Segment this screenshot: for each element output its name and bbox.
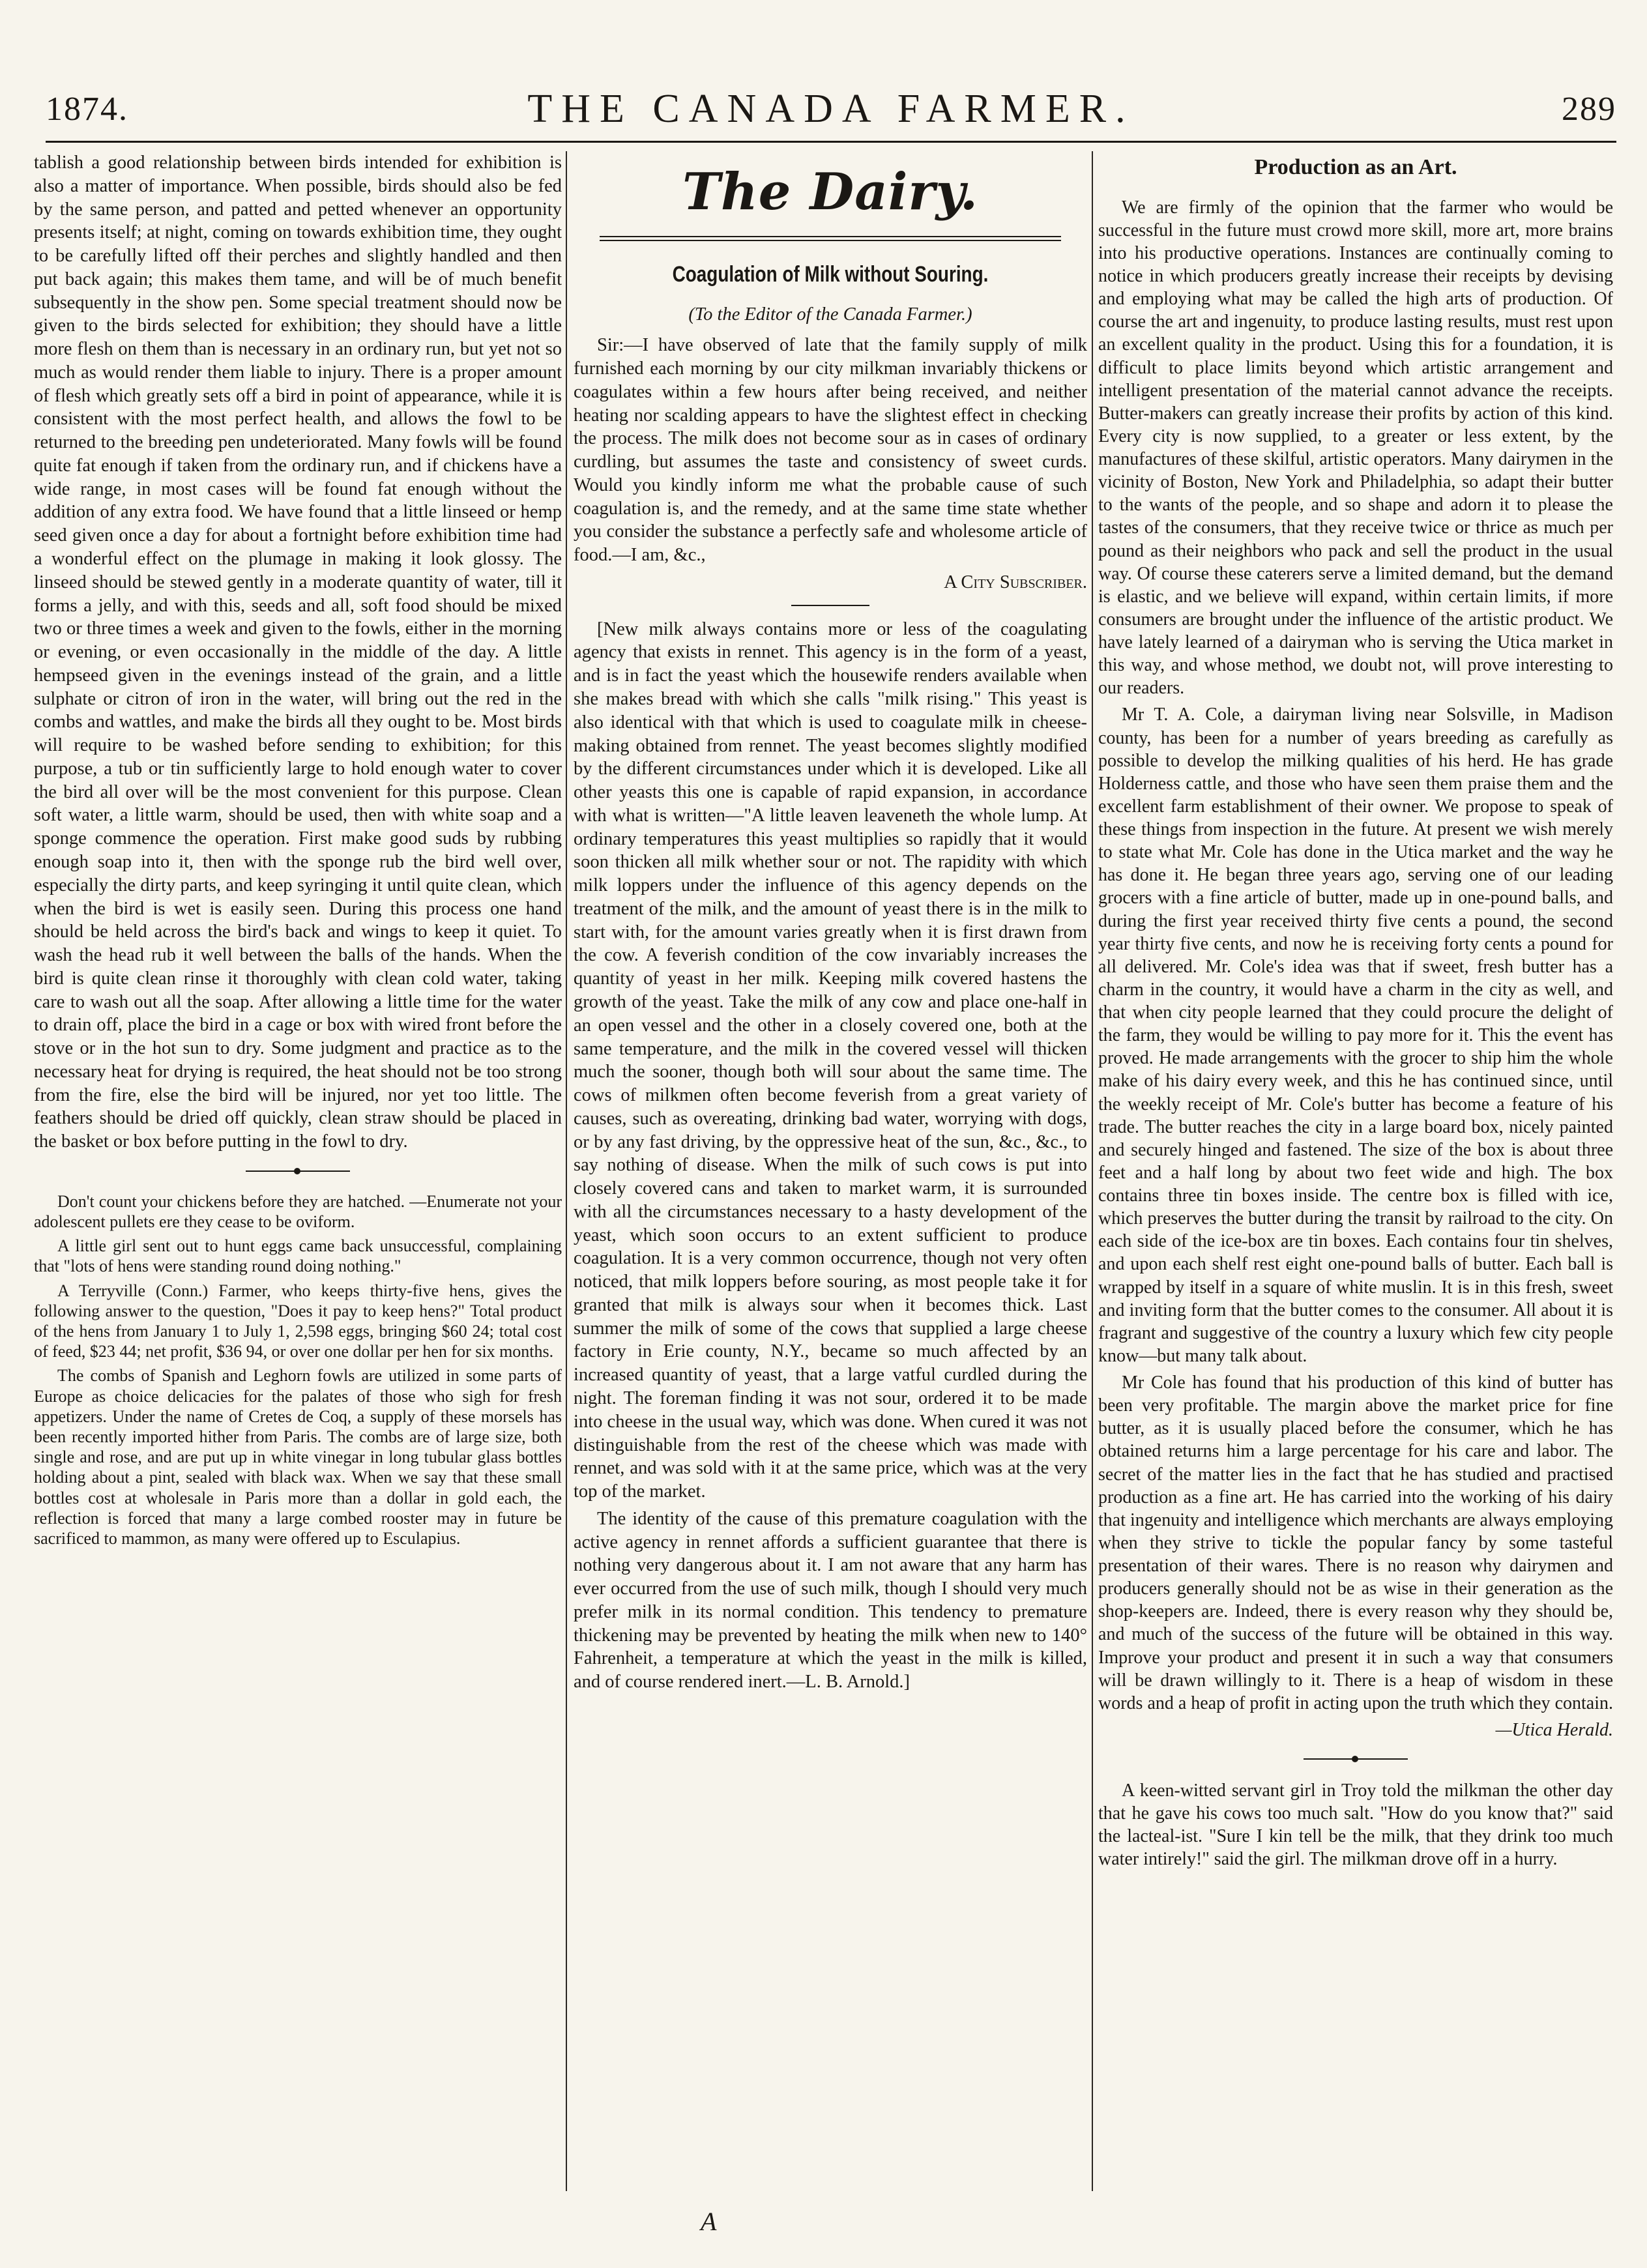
article-paragraph: Mr Cole has found that his production of this kind of butter has been very profitable. The margin above the market price for fine butter, as it is usually placed before the consumer, which he has obtained returns him a large percentage for his care and labor. The secret of the matter lies in the fact that he has studied and practised production as a fine art. He has carried into the working of his dairy that ingenuity and intelligence which merchants are always employing when they strive to tickle the popular fancy by some tasteful presentation of their wares. There is no reason why dairymen and producers generally should not be as wise in their generation as the shop-keepers are. Indeed, there is every reason why they should be, and much of the success of the future will be obtained in this way. Improve your product and present it in such a way that consumers will be drawn willingly to it. There is a heap of wisdom in these words and a heap of profit in acting upon the truth which they contain. — [1098, 1373, 1614, 1713]
poultry-article-paragraph: tablish a good relationship between birds intended for exhibition is also a matter of importance. When possible, birds should also be fed by the same person, and patted and petted whenever an opportunity presents itself; at night, coming on towards exhibition time, they ought to be carefully lifted off their perches and slightly handled and then put back again; this makes them tame, and will be of much benefit subsequently in the show pen. Some special treatment should now be given to the birds selected for exhibition; they should have a little more flesh on them than is necessary in an ordinary run, but yet not so much as would render them liable to injury. There is a proper amount of flesh which greatly sets off a bird in point of appearance, while it is consistent with the most perfect health, and allows the fowl to be returned to the breeding pen undeteriorated. Many fowls will be found quite fat enough if taken from the ordinary run, and if chickens have a wide range, in most cases will be found fat enough without the addition of any extra food. We have found that a little linseed or hemp seed given once a day for about a fortnight before exhibition time had a wonderful effect on the plumage in making it look glossy. The linseed should be stewed gently in a moderate quantity of water, till it forms a jelly, and with this, seeds and all, soft food should be mixed two or three times a week and given to the fowls, either in the morning or evening, or even occasionally in the middle of the day. A little hempseed given in the evenings instead of the grain, and a little sulphate or citron of iron in the water, will bring out the red in the combs and wattles, and make the birds all they ought to be. Most birds will require to be washed before sending to exhibition; for this purpose, a tub or tin sufficiently large to hold enough water to cover the bird all over will be the most convenient for this purpose. Clean soft water, a little warm, should be used, then with white soap and a sponge commence the operation. First make good suds by rubbing enough soap into it, then with the sponge rub the bird well over, especially the dirty parts, and keep syringing it until quite clean, which when the bird is wet is easily seen. During this process one hand should be held across the bird's back and wings to keep it quiet. To wash the head rub it well between the balls of the hands. When the bird is quite clean rinse it thoroughly with clean cold water, taking care to wash out all the soap. After allowing a little time for the water to drain off, place the bird in a cage or box with wired front before the stove or in the hot sun to dry. Some judgment and practice as to the necessary heat for drying is required, the heat should not be too strong from the fire, else the bird will be injured, nor yet too little. The feathers should be dried off quickly, clean straw should be placed in the basket or box before putting in the fowl to dry. — [34, 153, 562, 1152]
header-rule — [46, 141, 1616, 143]
separator-rule — [246, 1168, 350, 1174]
reply-paragraph: [New milk always contains more or less of the coagulating agency that exists in rennet. This agency is in the form of a yeast, and is in fact the yeast which the housewife renders available when she makes bread with which she calls "milk rising." This yeast is also identical with that which is used to coagulate milk in cheese-making obtained from rennet. The yeast becomes slightly modified by the different circumstances under which it is developed. Like all other yeasts this one is capable of rapid expansion, in accordance with what is written—"A little leaven leaveneth the whole lump. At ordinary temperatures this yeast multiplies so rapidly that it would soon thicken all milk whether sour or not. The rapidity with which milk loppers under the influence of this agency depends on the treatment of the milk, and the amount of yeast there is in the milk to start with, for the amount varies greatly when it is first drawn from the cow. A feverish condition of the cow invariably increases the quantity of yeast in her milk. Keeping milk covered hastens the growth of the yeast. Take the milk of any cow and place one-half in an open vessel and the other in a closely covered one, both at the same temperature, and the milk in the covered vessel will thicken much the sooner, though both will sour about the same time. The cows of milkmen often become feverish from a great variety of causes, such as overeating, drinking bad water, worrying with dogs, or by any fast driving, by the oppressive heat of the sun, &c., &c., to say nothing of disease. When the milk of such cows is put into closely covered cans and taken to market warm, it is surrounded with all the circumstances necessary to a hasty development of the yeast, which soon occurs to an extent sufficient to produce coagulation. It is a very common occurrence, though not very often noticed, that milk loppers before souring, as most people take it for granted that milk is always sour when it becomes thick. Last summer the milk of some of the cows that supplied a large cheese factory in Erie county, N.Y., became so much affected by an increased quantity of yeast, that a large vatful curdled during the night. The foreman finding it was not sour, ordered it to be made into cheese in the usual way, which was done. When cured it was not distinguishable from the rest of the cheese which was made with rennet, and was sold with it at the same price, which was at the very top of the market. — [574, 618, 1087, 1502]
page-header — [46, 83, 1616, 136]
department-rule — [600, 236, 1061, 241]
page-number: 289 — [1562, 91, 1616, 128]
article-heading: Production as an Art. — [1254, 155, 1457, 179]
letter-body: Sir:—I have observed of late that the family supply of milk furnished each morning by our city milkman invariably thickens or coagulates within a few hours after being received, and neither heating nor scalding appears to have the slightest effect in checking the process. The milk does not become sour as in cases of ordinary curdling, but assumes the taste and consistency of sweet curds. Would you kindly inform me what the probable cause of such coagulation is, and the remedy, and at the same time state whether you consider the substance a perfectly safe and wholesome article of food.—I am, &c., — [574, 335, 1087, 566]
newspaper-title: THE CANADA FARMER. — [527, 87, 1135, 131]
terryville-farmer-note: A Terryville (Conn.) Farmer, who keeps thirty-five hens, gives the following answer to the question, "Does it pay to keep hens?" Total product of the hens from January 1 to July 1, 2,598 eggs, bringing $60 24; total cost of feed, $23 44; net profit, $36 94, or over one dollar per hen for six months. — [34, 1281, 562, 1361]
column-divider-1 — [566, 151, 567, 2191]
letter-signature: A City Subscriber. — [944, 572, 1087, 592]
letter-dateline: (To the Editor of the Canada Farmer.) — [688, 304, 972, 325]
article-source: —Utica Herald. — [1495, 1719, 1613, 1740]
servant-girl-anecdote: A keen-witted servant girl in Troy told the milkman the other day that he gave his cows too much salt. "How do you know that?" said the lacteal-ist. "Sure I kin tell be the milk, that they drink too much water intirely!" said the girl. The milkman drove off in a hurry. — [1098, 1781, 1613, 1870]
column-left — [34, 151, 562, 1552]
article-paragraph: We are firmly of the opinion that the farmer who would be successful in the future must crowd more skill, more art, more brains into his productive operations. Instances are continually coming to notice in which producers greatly increase their receipts by devising and employing what may be called the high arts of production. Of course the art and ingenuity, to produce lasting results, must rest upon an excellent quality in the product. Using this for a foundation, it is difficult to place limits beyond which artistic arrangement and intelligent presentation of the material cannot advance the receipts. Butter-makers can greatly increase their profits by action of this kind. Every city is now supplied, to a greater or less extent, by the manufactures of these skilful, artistic operators. Many dairymen in the vicinity of Boston, New York and Philadelphia, so adapt their butter to the wants of the people, and so shape and adorn it to please the tastes of the consumers, that they receive twice or thrice as much per pound as their neighbors who pack and sell the product in the usual way. Of course these caterers serve a limited demand, but the demand is elastic, and we believe will expand, within certain limits, if more consumers are brought under the influence of the artistic product. We have lately learned of a dairyman who is serving the Utica market in this way, and whose method, we doubt not, will prove interesting to our readers. — [1098, 197, 1613, 699]
column-right — [1098, 151, 1613, 1875]
combs-note: The combs of Spanish and Leghorn fowls are utilized in some parts of Europe as choice delicacies for the palates of those who sigh for fresh appetizers. Under the name of Cretes de Coq, a supply of these morsels has been recently imported hither from Paris. The combs are of large size, both single and rose, and are put up in white vinegar in long tubular glass bottles holding about a pint, sealed with black wax. When we say that these small bottles cost at wholesale in Paris more than a dollar in gold each, the reflection is forced that many a large combed rooster may in future be sacrificed to mammon, as many were offered up to Esculapius. — [34, 1366, 562, 1548]
separator-rule — [1304, 1756, 1408, 1762]
little-girl-note: A little girl sent out to hunt eggs came back unsuccessful, complaining that "lots of hens were standing round doing nothing." — [34, 1236, 562, 1276]
department-title: The Dairy. — [682, 162, 978, 222]
reply-paragraph: The identity of the cause of this premature coagulation with the active agency in rennet affords a sufficient guarantee that there is nothing very dangerous about it. I am not aware that any harm has ever occurred from the use of such milk, though I should very much prefer milk in its normal condition. This tendency to premature thickening may be prevented by heating the milk when new to 140° Fahrenheit, a temperature at which the yeast in the milk is killed, and of course rendered inert.—L. B. Arnold.] — [574, 1508, 1087, 1693]
chickens-note: Don't count your chickens before they are hatched. —Enumerate not your adolescent pullets ere they cease to be oviform. — [34, 1191, 562, 1232]
article-heading: Coagulation of Milk without Souring. — [672, 261, 989, 287]
column-middle — [574, 156, 1087, 1698]
column-divider-2 — [1092, 151, 1093, 2191]
header-year: 1874. — [46, 91, 128, 128]
printer-mark: A — [701, 2207, 717, 2236]
separator-rule — [791, 605, 869, 606]
article-paragraph: Mr T. A. Cole, a dairyman living near Solsville, in Madison county, has been for a number of years breeding as carefully as possible to develop the milking qualities of his herd. He has grade Holderness cattle, and those who have seen them praise them and the excellent farm establishment of their owner. We propose to speak of these things from inspection in the future. At present we wish merely to state what Mr. Cole has done in the Utica market and the way he has done it. He began three years ago, serving one of our leading grocers with a fine article of butter, made up in one-pound balls, and during the first year received thirty five cents a pound, the second year thirty five cents, and now he is receiving forty cents a pound for all delivered. Mr. Cole's idea was that if sweet, fresh butter has a charm in the country, it would have a charm in the city as well, and that when city people learned that they could procure the delight of the farm, they would be willing to pay more for it. This the event has proved. He made arrangements with the grocer to ship him the whole make of his dairy every week, and this he has continued since, until the weekly receipt of Mr. Cole's butter has become a feature of his trade. The butter reaches the city in a large board box, nicely painted and securely hinged and fastened. The size of the box is about three feet and a half long by about two feet wide and high. The box contains three tin boxes inside. The centre box is filled with ice, which preserves the butter during the transit by railroad to the city. On each side of the ice-box are tin boxes. Each contains four tin shelves, and upon each shelf rest eight one-pound balls of butter. Each ball is wrapped by itself in a square of white muslin. It is in this fresh, sweet and inviting form that the butter comes to the consumer. All about it is fragrant and suggestive of the country a luxury which few city people know—but many talk about. — [1098, 705, 1613, 1366]
